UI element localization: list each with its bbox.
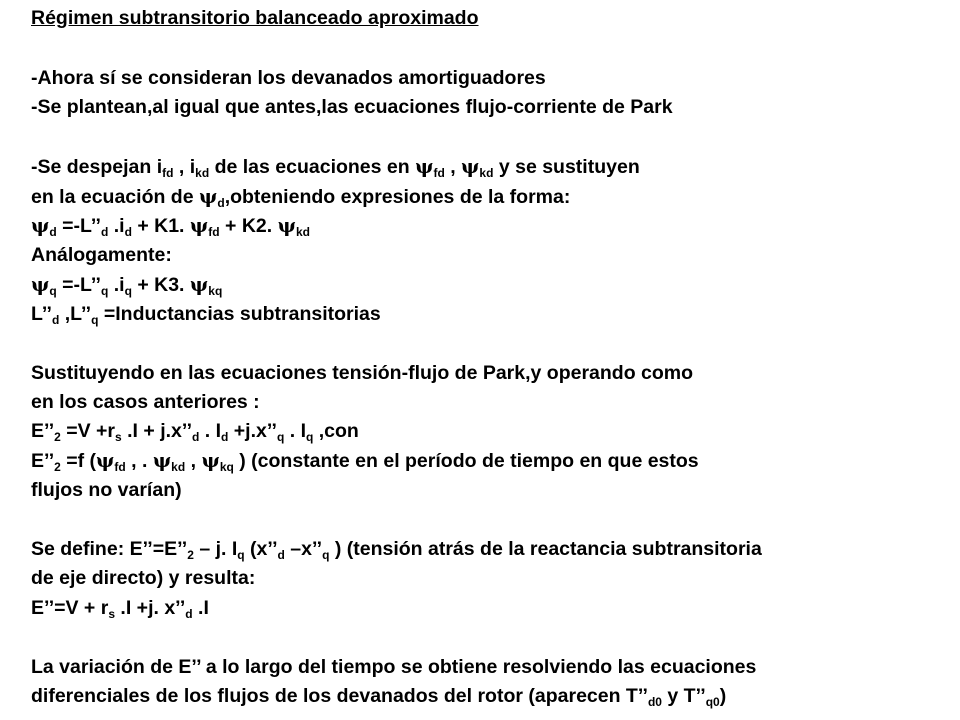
slide-title: Régimen subtransitorio balanceado aproximado (31, 7, 479, 29)
text: + K2. (219, 215, 278, 237)
text: -Se despejan i (31, 156, 163, 178)
subscript: d (217, 196, 225, 210)
psi-symbol: ψ (198, 185, 218, 208)
psi-symbol: ψ (31, 273, 50, 296)
psi-symbol: ψ (415, 155, 434, 178)
subscript: kq (219, 460, 234, 474)
text: .i (108, 274, 125, 296)
subscript: d (277, 548, 285, 562)
text: en la ecuación de (31, 186, 199, 208)
text-line: de eje directo) y resulta: (31, 567, 256, 589)
text: , (444, 156, 462, 178)
text-line (31, 684, 726, 708)
text: y se sustituyen (493, 156, 640, 178)
text-line: Análogamente: (31, 244, 172, 266)
equation-psi-q (31, 273, 222, 297)
text: .I +j. x’’ (115, 597, 186, 619)
subscript: d0 (647, 695, 662, 709)
subscript: d (100, 225, 109, 239)
text-line: La variación de E’’ a lo largo del tiempo se obtiene resolviendo las ecuaciones (31, 656, 757, 678)
subscript: d (192, 430, 200, 444)
text-line: en los casos anteriores : (31, 391, 260, 413)
text-line: flujos no varían) (31, 479, 182, 501)
text: , i (173, 156, 196, 178)
equation-e-result (31, 596, 209, 620)
subscript: 2 (187, 548, 194, 562)
text: =f ( (60, 450, 97, 472)
text: =Inductancias subtransitorias (98, 303, 381, 325)
text: ) (tensión atrás de la reactancia subtransitoria (329, 538, 762, 560)
text: . I (199, 420, 222, 442)
text: , (185, 450, 202, 472)
subscript: d (221, 430, 229, 444)
text-line: -Ahora sí se consideran los devanados amortiguadores (31, 67, 546, 89)
text: .I + j.x’’ (121, 420, 192, 442)
text: =-L’’ (56, 215, 101, 237)
text: ) (719, 685, 727, 707)
text: –x’’ (284, 538, 323, 560)
text: ) (constante en el período de tiempo en que estos (233, 450, 699, 472)
subscript: q (276, 430, 285, 444)
text: Se define: E’’=E’’ (31, 538, 188, 560)
text-line: Sustituyendo en las ecuaciones tensión-flujo de Park,y operando como (31, 362, 694, 384)
text: E’’ (31, 420, 55, 442)
equation-e2-function (31, 449, 699, 473)
subscript: fd (114, 460, 126, 474)
text: diferenciales de los flujos de los devanados del rotor (aparecen T’’ (31, 685, 648, 707)
text: + K1. (131, 215, 190, 237)
psi-symbol: ψ (96, 449, 115, 472)
psi-symbol: ψ (201, 449, 220, 472)
subscript: s (108, 607, 116, 621)
text-line (31, 185, 570, 209)
subscript: fd (162, 166, 174, 180)
text: .I (192, 597, 209, 619)
text: (x’’ (244, 538, 278, 560)
psi-symbol: ψ (461, 155, 480, 178)
text: E’’ (31, 450, 55, 472)
subscript: kd (171, 460, 186, 474)
text: y T’’ (661, 685, 706, 707)
psi-symbol: ψ (189, 214, 209, 237)
text-line (31, 302, 381, 326)
subscript: q (322, 548, 330, 562)
subscript: fd (208, 225, 220, 239)
text: ,con (313, 420, 359, 442)
equation-e2 (31, 419, 359, 443)
text: – j. I (193, 538, 238, 560)
subscript: d (49, 225, 57, 239)
subscript: q (305, 430, 314, 444)
text: ,obteniendo expresiones de la forma: (224, 186, 571, 208)
subscript: fd (433, 166, 445, 180)
text: =V +r (60, 420, 116, 442)
psi-symbol: ψ (152, 449, 172, 472)
subscript: d (185, 607, 193, 621)
psi-symbol: ψ (277, 214, 296, 237)
subscript: q (91, 313, 99, 327)
psi-symbol: ψ (189, 273, 209, 296)
subscript: d (51, 313, 60, 327)
text: E’’=V + r (31, 597, 109, 619)
text-line (31, 155, 640, 179)
subscript: q0 (705, 695, 720, 709)
text: L’’ (31, 303, 52, 325)
equation-psi-d (31, 214, 310, 238)
text: +j.x’’ (228, 420, 277, 442)
subscript: kd (195, 166, 210, 180)
subscript: s (115, 430, 122, 444)
subscript: kd (295, 225, 310, 239)
subscript: d (124, 225, 132, 239)
subscript: q (237, 548, 245, 562)
psi-symbol: ψ (31, 214, 50, 237)
text: , . (125, 450, 153, 472)
text: de las ecuaciones en (209, 156, 416, 178)
text: ,L’’ (59, 303, 92, 325)
text: =-L’’ (56, 274, 101, 296)
text: . I (284, 420, 306, 442)
text: + K3. (131, 274, 190, 296)
subscript: q (49, 284, 57, 298)
subscript: q (100, 284, 109, 298)
text-line: -Se plantean,al igual que antes,las ecuaciones flujo-corriente de Park (31, 96, 673, 118)
definition-line (31, 537, 762, 561)
subscript: kq (208, 284, 223, 298)
text: .i (108, 215, 125, 237)
subscript: q (124, 284, 132, 298)
subscript: kd (479, 166, 494, 180)
subscript: 2 (54, 430, 61, 444)
subscript: 2 (54, 460, 61, 474)
